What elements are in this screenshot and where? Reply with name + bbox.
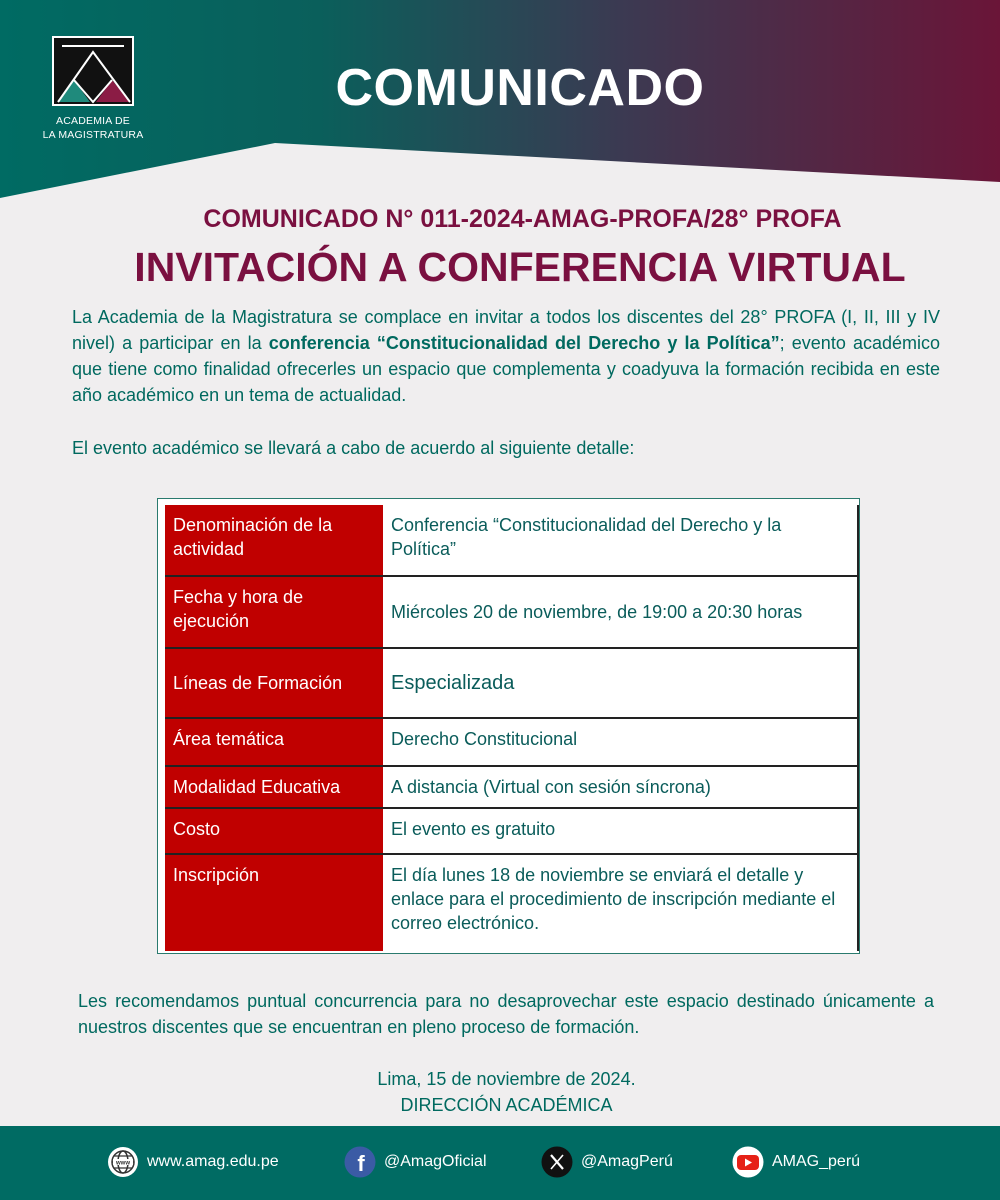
x-icon — [541, 1146, 573, 1178]
table-row-denominacion — [165, 505, 859, 577]
row-label: Costo — [165, 809, 383, 853]
row-value: A distancia (Virtual con sesión síncrona) — [383, 767, 859, 807]
row-label: Fecha y hora de ejecución — [165, 577, 383, 647]
footer-facebook[interactable] — [344, 1146, 487, 1178]
row-label: Modalidad Educativa — [165, 767, 383, 807]
table-row-area — [165, 719, 859, 767]
footer-bar — [0, 1126, 1000, 1200]
place-date: Lima, 15 de noviembre de 2024. — [377, 1069, 636, 1089]
row-value: Miércoles 20 de noviembre, de 19:00 a 20:30 horas — [383, 577, 859, 647]
closing-paragraph: Les recomendamos puntual concurrencia para no desaprovechar este espacio destinado únicamente a nuestros discentes que se encuentran en pleno proceso de formación. — [78, 991, 934, 1037]
footer-youtube[interactable] — [732, 1146, 860, 1178]
table-row-inscripcion — [165, 855, 859, 951]
table-row-fecha — [165, 577, 859, 649]
row-label: Inscripción — [165, 855, 383, 951]
comunicado-number: COMUNICADO N° 011-2024-AMAG-PROFA/28° PROFA — [203, 205, 842, 233]
logo-line-1: ACADEMIA DE — [56, 115, 130, 127]
intro-paragraph — [72, 304, 940, 408]
youtube-text: AMAG_perú — [772, 1153, 861, 1170]
row-value: El evento es gratuito — [383, 809, 859, 853]
logo-caption — [30, 114, 156, 142]
svg-text:f: f — [357, 1151, 365, 1176]
intro-text-1: La Academia de la Magistratura se complace en invitar a todos los discentes del 28° PROFA (I, II, III y IV nivel) a participar en la — [72, 307, 940, 353]
row-label: Área temática — [165, 719, 383, 765]
issuing-office: DIRECCIÓN ACADÉMICA — [400, 1095, 613, 1115]
row-label: Líneas de Formación — [165, 649, 383, 717]
website-text: www.amag.edu.pe — [147, 1153, 279, 1170]
table-row-lineas — [165, 649, 859, 719]
header-title: COMUNICADO — [335, 59, 705, 117]
logo-line-2: LA MAGISTRATURA — [42, 129, 144, 141]
facebook-icon — [344, 1146, 376, 1178]
facebook-text: @AmagOficial — [384, 1153, 487, 1170]
event-details-table — [157, 498, 860, 954]
x-text: @AmagPerú — [581, 1153, 673, 1170]
detail-intro-line: El evento académico se llevará a cabo de acuerdo al siguiente detalle: — [72, 438, 635, 458]
footer-x[interactable] — [541, 1146, 673, 1178]
row-value: Derecho Constitucional — [383, 719, 859, 765]
intro-text-2: ; evento académico que tiene como finalidad ofrecerles un espacio que complementa y coadyuva la formación recibida en este año académico en un tema de actualidad. — [72, 333, 941, 405]
row-value: El día lunes 18 de noviembre se enviará el detalle y enlace para el procedimiento de inscripción mediante el correo electrónico. — [383, 855, 859, 951]
row-label: Denominación de la actividad — [165, 505, 383, 575]
row-value: Conferencia “Constitucionalidad del Derecho y la Política” — [383, 505, 859, 575]
intro-conference-name: conferencia “Constitucionalidad del Derecho y la Política” — [268, 333, 780, 353]
table-row-modalidad — [165, 767, 859, 809]
table-row-costo — [165, 809, 859, 855]
globe-icon — [107, 1146, 139, 1178]
main-title: INVITACIÓN A CONFERENCIA VIRTUAL — [134, 244, 906, 290]
header-banner — [0, 0, 1000, 200]
row-value: Especializada — [383, 649, 859, 717]
youtube-icon — [732, 1146, 764, 1178]
signature-block — [0, 1066, 1000, 1118]
svg-text:www: www — [115, 1160, 131, 1167]
footer-website[interactable] — [107, 1146, 279, 1178]
